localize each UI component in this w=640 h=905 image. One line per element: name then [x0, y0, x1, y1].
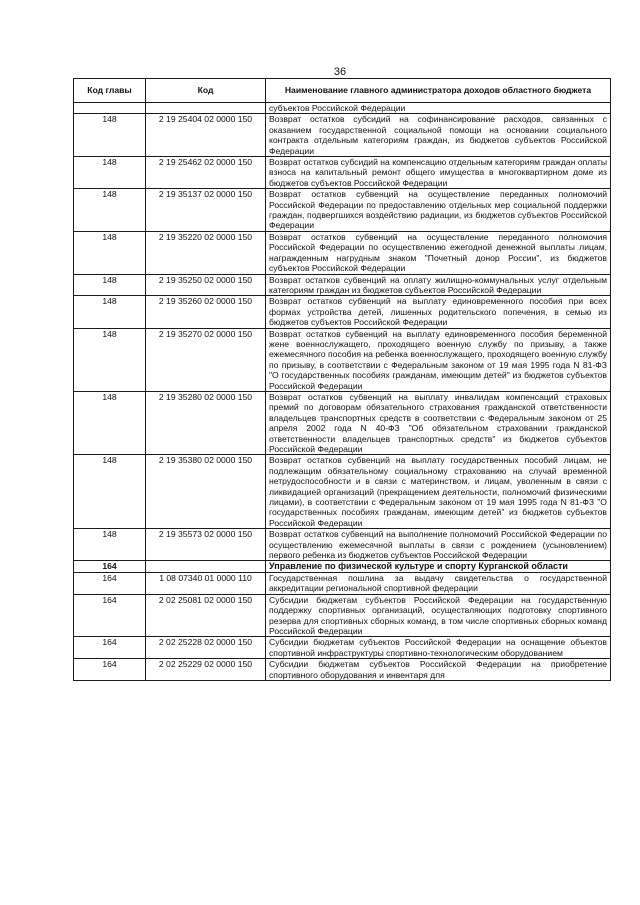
row-chapter-code: 148 — [74, 274, 146, 296]
row-chapter-code: 148 — [74, 114, 146, 157]
row-name: субъектов Российской Федерации — [266, 103, 611, 114]
row-code: 2 19 35573 02 0000 150 — [146, 529, 266, 561]
row-code: 2 19 25462 02 0000 150 — [146, 157, 266, 189]
row-chapter-code: 164 — [74, 594, 146, 637]
row-code: 2 02 25081 02 0000 150 — [146, 594, 266, 637]
table-row — [74, 103, 611, 114]
row-code — [146, 561, 266, 572]
table-row — [74, 274, 611, 296]
row-chapter-code: 148 — [74, 157, 146, 189]
revenue-administrators-table — [73, 78, 611, 681]
page-number: 36 — [333, 66, 347, 78]
table-row — [74, 391, 611, 454]
row-code: 2 19 35137 02 0000 150 — [146, 189, 266, 232]
row-name: Государственная пошлина за выдачу свидетельства о государственной аккредитации региональной спортивной федерации — [266, 572, 611, 594]
row-chapter-code — [74, 103, 146, 114]
header-code: Код — [146, 79, 266, 103]
row-chapter-code: 148 — [74, 231, 146, 274]
row-name: Возврат остатков субвенций на оплату жилищно-коммунальных услуг отдельным категориям граждан из бюджетов субъектов Российской Федерации — [266, 274, 611, 296]
row-name: Возврат остатков субсидий на компенсацию отдельным категориям граждан оплаты взноса на капитальный ремонт общего имущества в многоквартирном доме из бюджетов субъектов Российской Федерации — [266, 157, 611, 189]
table-row — [74, 296, 611, 328]
table-row — [74, 157, 611, 189]
row-name: Возврат остатков субвенций на выплату инвалидам компенсаций страховых премий по договорам обязательного страхования гражданской ответственности владельцев транспортных средств в соответствии с Федеральным законом от 25 апреля 2002 года N 40-ФЗ "Об обязательном страховании гражданской ответственности владельцев транспортных средств" из бюджетов субъектов Российской Федерации — [266, 391, 611, 454]
row-code: 2 19 35280 02 0000 150 — [146, 391, 266, 454]
row-name: Возврат остатков субвенций на выплату единовременного пособия при всех формах устройства детей, лишенных родительского попечения, в семью из бюджетов субъектов Российской Федерации — [266, 296, 611, 328]
row-code: 2 19 35260 02 0000 150 — [146, 296, 266, 328]
table-row — [74, 637, 611, 659]
table-row — [74, 231, 611, 274]
row-chapter-code: 164 — [74, 561, 146, 572]
row-name: Возврат остатков субвенций на выполнение полномочий Российской Федерации по осуществлению ежемесячной выплаты в связи с рождением (усыновлением) первого ребенка из бюджетов субъектов Российской Федерации — [266, 529, 611, 561]
row-code: 2 19 35380 02 0000 150 — [146, 455, 266, 529]
row-name: Возврат остатков субвенций на выплату единовременного пособия беременной жене военнослужащего, проходящего военную службу по призыву, а также ежемесячного пособия на ребенка военнослужащего, проходящего военную службу по призыву, в соответствии с Федеральным законом от 19 мая 1995 года N 81-ФЗ "О государственных пособиях гражданам, имеющим детей" из бюджетов субъектов Российской Федерации — [266, 328, 611, 391]
row-chapter-code: 148 — [74, 328, 146, 391]
table-row — [74, 529, 611, 561]
table-row — [74, 455, 611, 529]
row-chapter-code: 148 — [74, 455, 146, 529]
row-code: 2 19 35250 02 0000 150 — [146, 274, 266, 296]
row-code: 2 02 25228 02 0000 150 — [146, 637, 266, 659]
row-code: 2 19 25404 02 0000 150 — [146, 114, 266, 157]
row-name: Управление по физической культуре и спорту Курганской области — [266, 561, 611, 572]
table-row — [74, 659, 611, 681]
table-row — [74, 561, 611, 572]
row-chapter-code: 148 — [74, 189, 146, 232]
header-chapter-code: Код главы — [74, 79, 146, 103]
row-chapter-code: 148 — [74, 391, 146, 454]
row-name: Субсидии бюджетам субъектов Российской Федерации на оснащение объектов спортивной инфраструктуры спортивно-технологическим оборудованием — [266, 637, 611, 659]
table-row — [74, 114, 611, 157]
header-name: Наименование главного администратора доходов областного бюджета — [266, 79, 611, 103]
row-code: 2 19 35270 02 0000 150 — [146, 328, 266, 391]
row-chapter-code: 164 — [74, 572, 146, 594]
table-row — [74, 572, 611, 594]
row-code: 2 02 25229 02 0000 150 — [146, 659, 266, 681]
row-chapter-code: 148 — [74, 296, 146, 328]
row-chapter-code: 164 — [74, 659, 146, 681]
row-name: Субсидии бюджетам субъектов Российской Федерации на государственную поддержку спортивных организаций, осуществляющих подготовку спортивного резерва для спортивных сборных команд, в том числе спортивных сборных команд Российской Федерации — [266, 594, 611, 637]
row-chapter-code: 148 — [74, 529, 146, 561]
table-row — [74, 328, 611, 391]
table-row — [74, 189, 611, 232]
row-name: Возврат остатков субвенций на осуществление переданного полномочия Российской Федерации по осуществлению ежегодной денежной выплаты лицам, награжденным нагрудным знаком "Почетный донор России", из бюджетов субъектов Российской Федерации — [266, 231, 611, 274]
row-code: 2 19 35220 02 0000 150 — [146, 231, 266, 274]
row-chapter-code: 164 — [74, 637, 146, 659]
table-header-row — [74, 79, 611, 103]
row-code — [146, 103, 266, 114]
table-row — [74, 594, 611, 637]
row-name: Субсидии бюджетам субъектов Российской Федерации на приобретение спортивного оборудования и инвентаря для — [266, 659, 611, 681]
row-name: Возврат остатков субвенций на осуществление переданных полномочий Российской Федерации по предоставлению отдельных мер социальной поддержки граждан, подвергшихся воздействию радиации, из бюджетов субъектов Российской Федерации — [266, 189, 611, 232]
row-name: Возврат остатков субвенций на выплату государственных пособий лицам, не подлежащим обязательному социальному страхованию на случай временной нетрудоспособности и в связи с материнством, и лицам, уволенным в связи с ликвидацией организаций (прекращением деятельности, полномочий физическими лицами), в соответствии с Федеральным законом от 19 мая 1995 года N 81-ФЗ "О государственных пособиях гражданам, имеющим детей" из бюджетов субъектов Российской Федерации — [266, 455, 611, 529]
row-name: Возврат остатков субсидий на софинансирование расходов, связанных с оказанием государственной социальной помощи на основании социального контракта отдельным категориям граждан, из бюджетов субъектов Российской Федерации — [266, 114, 611, 157]
row-code: 1 08 07340 01 0000 110 — [146, 572, 266, 594]
